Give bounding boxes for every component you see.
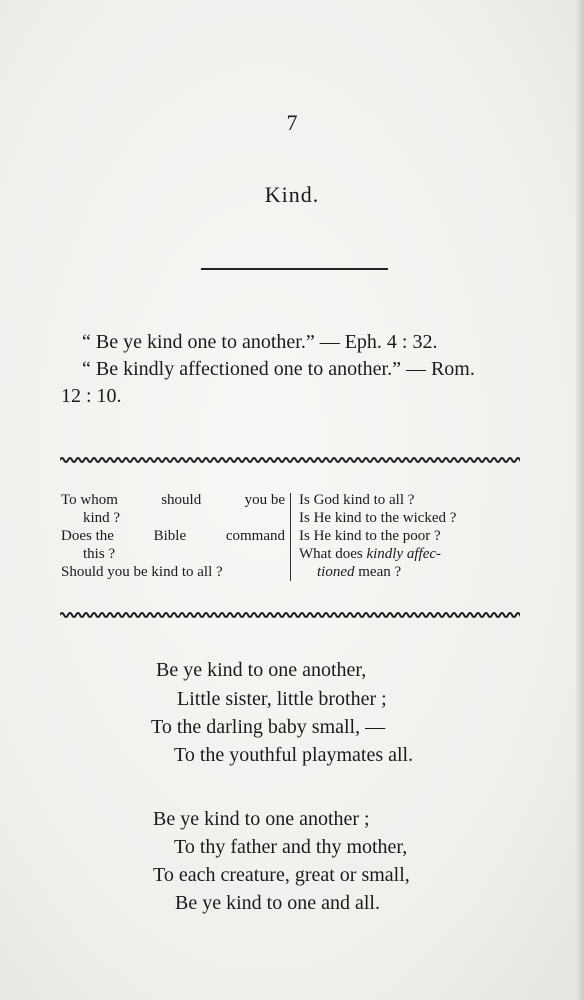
question-word: you be (244, 492, 285, 508)
questions-block (61, 491, 521, 586)
poem-line: Be ye kind to one and all. (175, 892, 380, 914)
page-number: 7 (286, 110, 298, 135)
column-divider (290, 493, 291, 581)
question-text: Should you be kind to all ? (61, 564, 223, 580)
question-line (61, 545, 285, 563)
question-line (61, 491, 285, 509)
question-text: this ? (83, 546, 116, 562)
question-text: What does (299, 546, 367, 562)
question-line (299, 527, 521, 545)
page-edge-shadow (576, 0, 584, 1000)
question-word: command (225, 528, 285, 544)
scripture-line-3: 12 : 10. (61, 385, 122, 407)
title-rule (201, 268, 388, 270)
question-line (299, 491, 521, 509)
poem-line: To the darling baby small, — (151, 716, 386, 738)
question-italic-text: tioned (317, 564, 355, 580)
question-text: kind ? (83, 510, 121, 526)
question-text: Is God kind to all ? (299, 492, 415, 508)
question-text: Is He kind to the wicked ? (299, 510, 457, 526)
question-line (299, 545, 521, 563)
questions-right-column (299, 491, 521, 581)
question-line (299, 509, 521, 527)
question-word: Bible (153, 528, 187, 544)
question-word: should (161, 492, 202, 508)
poem-line: Be ye kind to one another ; (153, 808, 370, 830)
poem-line: To thy father and thy mother, (174, 836, 408, 858)
questions-left-column (61, 491, 285, 581)
poem-line: To each creature, great or small, (153, 864, 410, 886)
question-line (299, 563, 521, 581)
poem-line: Be ye kind to one another, (156, 659, 367, 681)
question-text: Is He kind to the poor ? (299, 528, 441, 544)
question-line (61, 563, 285, 581)
question-word: Does the (61, 528, 114, 544)
question-line (61, 509, 285, 527)
section-title: Kind. (264, 182, 320, 207)
poem-line: Little sister, little brother ; (177, 688, 387, 710)
scripture-line-2: “ Be kindly affectioned one to another.” — Rom. (82, 358, 475, 380)
question-word: To whom (61, 492, 118, 508)
wavy-divider-top (60, 455, 520, 465)
scripture-line-1: “ Be ye kind one to another.” — Eph. 4 : 32. (82, 331, 438, 353)
question-text: mean ? (354, 564, 402, 580)
question-line (61, 527, 285, 545)
question-italic-text: kindly affec- (366, 546, 442, 562)
poem-line: To the youthful playmates all. (174, 744, 414, 766)
wavy-divider-bottom (60, 610, 520, 620)
